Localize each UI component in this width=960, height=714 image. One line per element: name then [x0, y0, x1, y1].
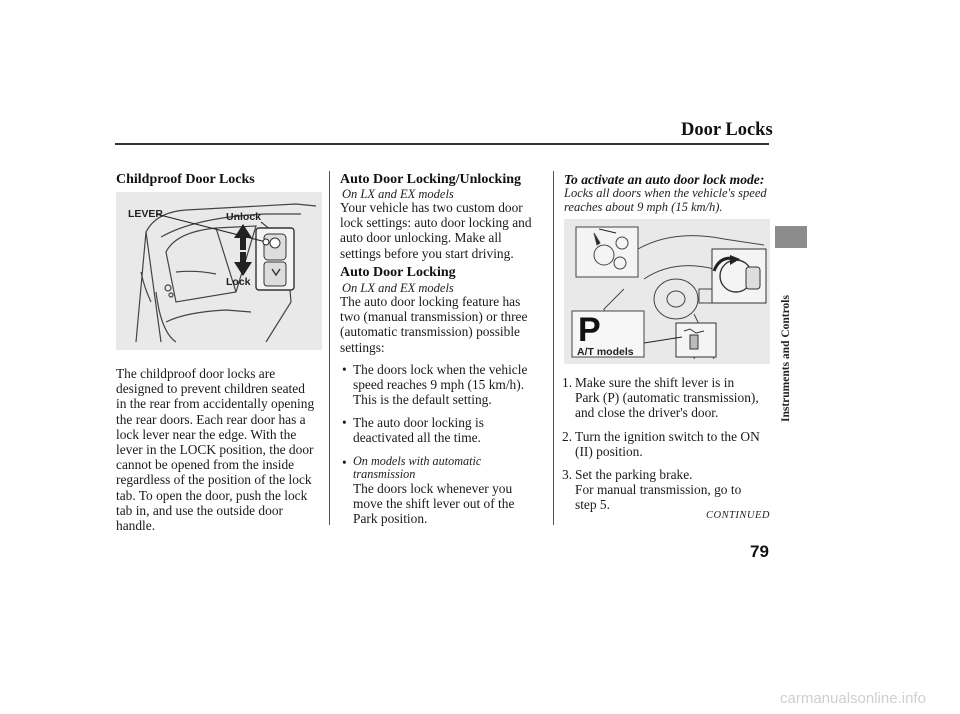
figure-label-lock: Lock	[226, 276, 251, 288]
column-divider-right	[553, 171, 554, 525]
activate-subheading: Locks all doors when the vehicle's speed reaches about 9 mph (15 km/h).	[564, 186, 767, 214]
auto-locking-unlocking-heading: Auto Door Locking/Unlocking	[340, 172, 521, 187]
step-item: 3. Set the parking brake. For manual transmission, go to step 5.	[562, 467, 742, 513]
activate-heading: To activate an auto door lock mode:	[564, 172, 765, 187]
header-rule	[115, 143, 769, 145]
auto-locking-subheading: On LX and EX models	[342, 281, 454, 295]
continued-label: CONTINUED	[706, 510, 771, 521]
childproof-paragraph: The childproof door locks are designed to prevent children seated in the rear from accidentally opening the rear doors. Each rear door has a lock lever near the edge. With the lever in the LOCK position, the door cannot be opened from the inside regardless of the position of the lock tab. To open the door, push the lock tab in, and use the outside door handle.	[116, 366, 315, 534]
auto-locking-heading: Auto Door Locking	[340, 265, 456, 280]
watermark-text: carmanualsonline.info	[780, 690, 926, 707]
column-divider-left	[329, 171, 330, 525]
step-item: 2. Turn the ignition switch to the ON (II) position.	[562, 429, 760, 460]
childproof-heading: Childproof Door Locks	[116, 172, 255, 187]
bullet-item: • The doors lock when the vehicle speed reaches 9 mph (15 km/h). This is the default setting.	[342, 362, 528, 408]
section-tab-label: Instruments and Controls	[780, 295, 792, 422]
step-item: 1. Make sure the shift lever is in Park (P) (automatic transmission), and close the driver's door.	[562, 375, 759, 421]
bullet-item: • The auto door locking is deactivated all the time.	[342, 415, 484, 446]
bullet-item: • On models with automatic transmission The doors lock whenever you move the shift lever out of the Park position.	[342, 454, 515, 527]
figure-label-unlock: Unlock	[226, 211, 262, 223]
section-tab-marker	[775, 226, 807, 248]
park-letter: P	[578, 311, 601, 349]
page-number: 79	[750, 542, 769, 561]
custom-settings-paragraph: Your vehicle has two custom door lock settings: auto door locking and auto door unlocking. Make all settings before you start driving.	[340, 200, 532, 261]
figure-label-lever: LEVER	[128, 208, 164, 220]
auto-lock-figure	[564, 219, 770, 364]
childproof-figure	[116, 192, 322, 350]
auto-locking-unlocking-subheading: On LX and EX models	[342, 187, 454, 201]
page-title: Door Locks	[681, 120, 773, 140]
figure-label-at-models: A/T models	[577, 346, 634, 358]
auto-locking-paragraph: The auto door locking feature has two (manual transmission) or three (automatic transmission) possible settings:	[340, 294, 528, 355]
